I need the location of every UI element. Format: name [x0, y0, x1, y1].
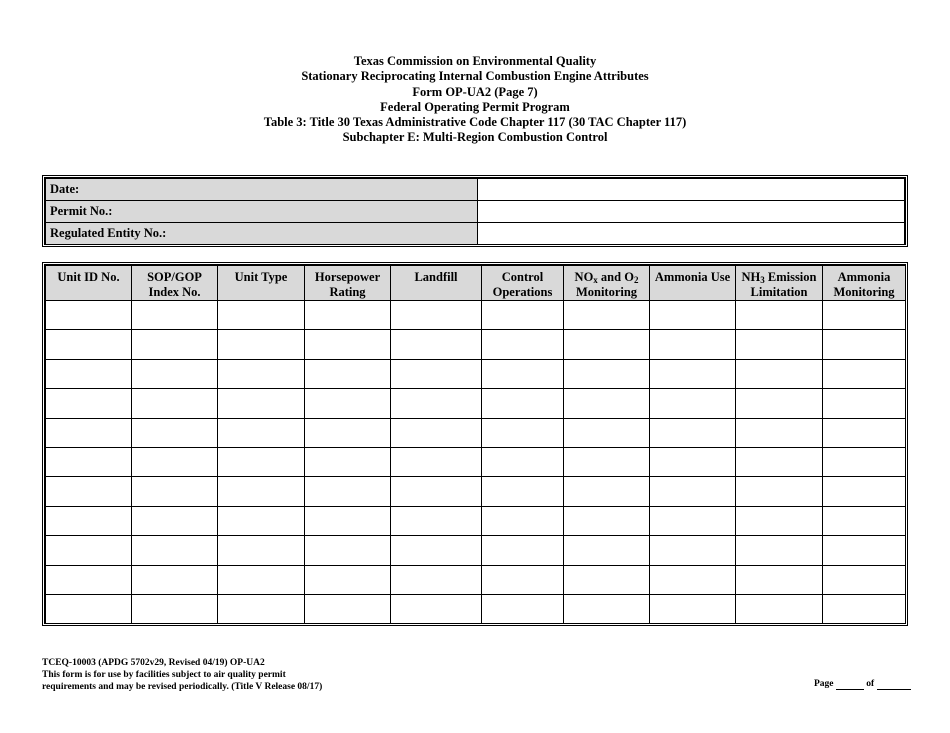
table-cell[interactable] — [736, 359, 823, 388]
col-horsepower-rating: Horsepower Rating — [305, 266, 391, 301]
table-cell[interactable] — [218, 594, 305, 623]
table-cell[interactable] — [650, 301, 736, 330]
table-cell[interactable] — [823, 447, 906, 476]
table-cell[interactable] — [218, 477, 305, 506]
table-cell[interactable] — [564, 418, 650, 447]
table-cell[interactable] — [391, 594, 482, 623]
table-title: Table 3: Title 30 Texas Administrative Code Chapter 117 (30 TAC Chapter 117) — [263, 115, 687, 130]
table-cell[interactable] — [218, 565, 305, 594]
table-cell[interactable] — [132, 536, 218, 565]
table-cell[interactable] — [132, 447, 218, 476]
table-cell[interactable] — [46, 359, 132, 388]
table-body — [46, 301, 906, 624]
entity-field[interactable] — [478, 223, 905, 245]
table-cell[interactable] — [650, 330, 736, 359]
table-cell[interactable] — [132, 389, 218, 418]
table-cell[interactable] — [823, 594, 906, 623]
of-label: of — [866, 679, 875, 689]
col-sop-gop-index: SOP/GOP Index No. — [132, 266, 218, 301]
permit-row — [46, 201, 905, 223]
table-row — [46, 506, 906, 535]
form-id-line: TCEQ-10003 (APDG 5702v29, Revised 04/19) OP-UA2 — [42, 658, 265, 668]
table-cell[interactable] — [46, 447, 132, 476]
col-ammonia-monitoring: Ammonia Monitoring — [823, 266, 906, 301]
table-cell[interactable] — [46, 477, 132, 506]
table-cell[interactable] — [650, 359, 736, 388]
table-cell[interactable] — [564, 389, 650, 418]
table-row — [46, 418, 906, 447]
table-row — [46, 389, 906, 418]
table-cell[interactable] — [391, 389, 482, 418]
table-row — [46, 536, 906, 565]
table-cell[interactable] — [218, 301, 305, 330]
table-cell[interactable] — [736, 301, 823, 330]
table-cell[interactable] — [132, 594, 218, 623]
table-cell[interactable] — [736, 536, 823, 565]
date-row — [46, 179, 905, 201]
form-header — [0, 54, 950, 146]
col-nh3-emission-limitation: $NH_3$ Emission Limitation — [736, 266, 823, 301]
table-cell[interactable] — [823, 359, 906, 388]
table-cell[interactable] — [736, 389, 823, 418]
table-cell[interactable] — [564, 477, 650, 506]
table-cell[interactable] — [564, 506, 650, 535]
table-cell[interactable] — [650, 594, 736, 623]
table-cell[interactable] — [823, 301, 906, 330]
table-cell[interactable] — [391, 330, 482, 359]
table-row — [46, 301, 906, 330]
table-cell[interactable] — [391, 447, 482, 476]
table-cell[interactable] — [650, 536, 736, 565]
table-cell[interactable] — [650, 447, 736, 476]
table-cell[interactable] — [482, 330, 564, 359]
table-cell[interactable] — [482, 418, 564, 447]
table-cell[interactable] — [482, 594, 564, 623]
table-row — [46, 359, 906, 388]
table-cell[interactable] — [564, 301, 650, 330]
table-cell[interactable] — [218, 359, 305, 388]
table-row — [46, 594, 906, 623]
table-cell[interactable] — [391, 565, 482, 594]
table-cell[interactable] — [482, 389, 564, 418]
table-cell[interactable] — [218, 389, 305, 418]
page-total-blank[interactable] — [877, 679, 911, 690]
table-cell[interactable] — [305, 477, 391, 506]
date-label: Date: — [46, 179, 478, 201]
table-row — [46, 477, 906, 506]
col-ammonia-use: Ammonia Use — [650, 266, 736, 301]
col-unit-type: Unit Type — [218, 266, 305, 301]
table-row — [46, 330, 906, 359]
table-cell[interactable] — [46, 301, 132, 330]
table-cell[interactable] — [391, 301, 482, 330]
table-cell[interactable] — [736, 594, 823, 623]
table-cell[interactable] — [305, 536, 391, 565]
table-cell[interactable] — [823, 565, 906, 594]
form-subject: Stationary Reciprocating Internal Combustion Engine Attributes — [301, 69, 649, 84]
form-number: Form OP-UA2 (Page 7) — [412, 84, 538, 99]
table-cell[interactable] — [132, 301, 218, 330]
table-cell[interactable] — [736, 565, 823, 594]
table-cell[interactable] — [132, 418, 218, 447]
table-cell[interactable] — [218, 330, 305, 359]
table-cell[interactable] — [650, 418, 736, 447]
table-cell[interactable] — [650, 477, 736, 506]
table-cell[interactable] — [823, 506, 906, 535]
entity-label: Regulated Entity No.: — [46, 223, 478, 245]
col-control-operations: Control Operations — [482, 266, 564, 301]
table-cell[interactable] — [218, 418, 305, 447]
table-cell[interactable] — [46, 389, 132, 418]
col-nox-o2-monitoring: $NO_x$ and $O_2$ Monitoring — [564, 266, 650, 301]
col-unit-id: Unit ID No. — [46, 266, 132, 301]
table-cell[interactable] — [218, 447, 305, 476]
table-cell[interactable] — [391, 506, 482, 535]
table-row — [46, 447, 906, 476]
table-cell[interactable] — [305, 389, 391, 418]
table-cell[interactable] — [46, 536, 132, 565]
table-cell[interactable] — [650, 389, 736, 418]
table-cell[interactable] — [305, 418, 391, 447]
subchapter-title: Subchapter E: Multi-Region Combustion Control — [342, 130, 608, 145]
table-cell[interactable] — [46, 565, 132, 594]
table-cell[interactable] — [305, 594, 391, 623]
usage-note-line2: requirements and may be revised periodically. (Title V Release 08/17) — [42, 682, 323, 692]
table-cell[interactable] — [564, 536, 650, 565]
table-cell[interactable] — [823, 389, 906, 418]
table-cell[interactable] — [482, 477, 564, 506]
permit-field[interactable] — [478, 201, 905, 223]
table-cell[interactable] — [650, 506, 736, 535]
table-cell[interactable] — [564, 330, 650, 359]
engine-attributes-table — [42, 262, 908, 626]
table-cell[interactable] — [305, 330, 391, 359]
table-cell[interactable] — [46, 330, 132, 359]
table-cell[interactable] — [132, 359, 218, 388]
table-cell[interactable] — [564, 359, 650, 388]
table-cell[interactable] — [564, 594, 650, 623]
table-cell[interactable] — [305, 359, 391, 388]
table-cell[interactable] — [46, 506, 132, 535]
table-cell[interactable] — [823, 330, 906, 359]
table-cell[interactable] — [564, 447, 650, 476]
table-cell[interactable] — [650, 565, 736, 594]
table-cell[interactable] — [391, 536, 482, 565]
page-number — [814, 679, 911, 690]
table-cell[interactable] — [564, 565, 650, 594]
table-cell[interactable] — [736, 447, 823, 476]
table-header-row — [46, 266, 906, 301]
agency-title: Texas Commission on Environmental Quality — [353, 54, 597, 68]
table-cell[interactable] — [218, 506, 305, 535]
table-cell[interactable] — [823, 477, 906, 506]
table-cell[interactable] — [482, 447, 564, 476]
table-cell[interactable] — [482, 301, 564, 330]
table-cell[interactable] — [736, 506, 823, 535]
table-row — [46, 565, 906, 594]
table-cell[interactable] — [482, 565, 564, 594]
permit-label: Permit No.: — [46, 201, 478, 223]
table-cell[interactable] — [46, 418, 132, 447]
col-landfill: Landfill — [391, 266, 482, 301]
table-cell[interactable] — [736, 477, 823, 506]
table-cell[interactable] — [823, 418, 906, 447]
table-cell[interactable] — [305, 301, 391, 330]
page-number-blank[interactable] — [836, 679, 864, 690]
table-cell[interactable] — [305, 565, 391, 594]
usage-note-line1: This form is for use by facilities subject to air quality permit — [42, 670, 286, 680]
table-cell[interactable] — [482, 536, 564, 565]
table-cell[interactable] — [482, 359, 564, 388]
table-cell[interactable] — [46, 594, 132, 623]
table-cell[interactable] — [736, 330, 823, 359]
page-label: Page — [814, 679, 834, 689]
table-cell[interactable] — [391, 359, 482, 388]
entity-row — [46, 223, 905, 245]
table-cell[interactable] — [132, 565, 218, 594]
table-cell[interactable] — [132, 477, 218, 506]
form-footer — [42, 657, 322, 693]
program-name: Federal Operating Permit Program — [380, 99, 570, 114]
table-cell[interactable] — [482, 506, 564, 535]
date-field[interactable] — [478, 179, 905, 201]
table-cell[interactable] — [823, 536, 906, 565]
table-cell[interactable] — [305, 506, 391, 535]
table-cell[interactable] — [132, 330, 218, 359]
table-cell[interactable] — [305, 447, 391, 476]
table-cell[interactable] — [132, 506, 218, 535]
table-cell[interactable] — [736, 418, 823, 447]
table-cell[interactable] — [391, 418, 482, 447]
table-cell[interactable] — [391, 477, 482, 506]
table-cell[interactable] — [218, 536, 305, 565]
info-table — [42, 175, 908, 247]
